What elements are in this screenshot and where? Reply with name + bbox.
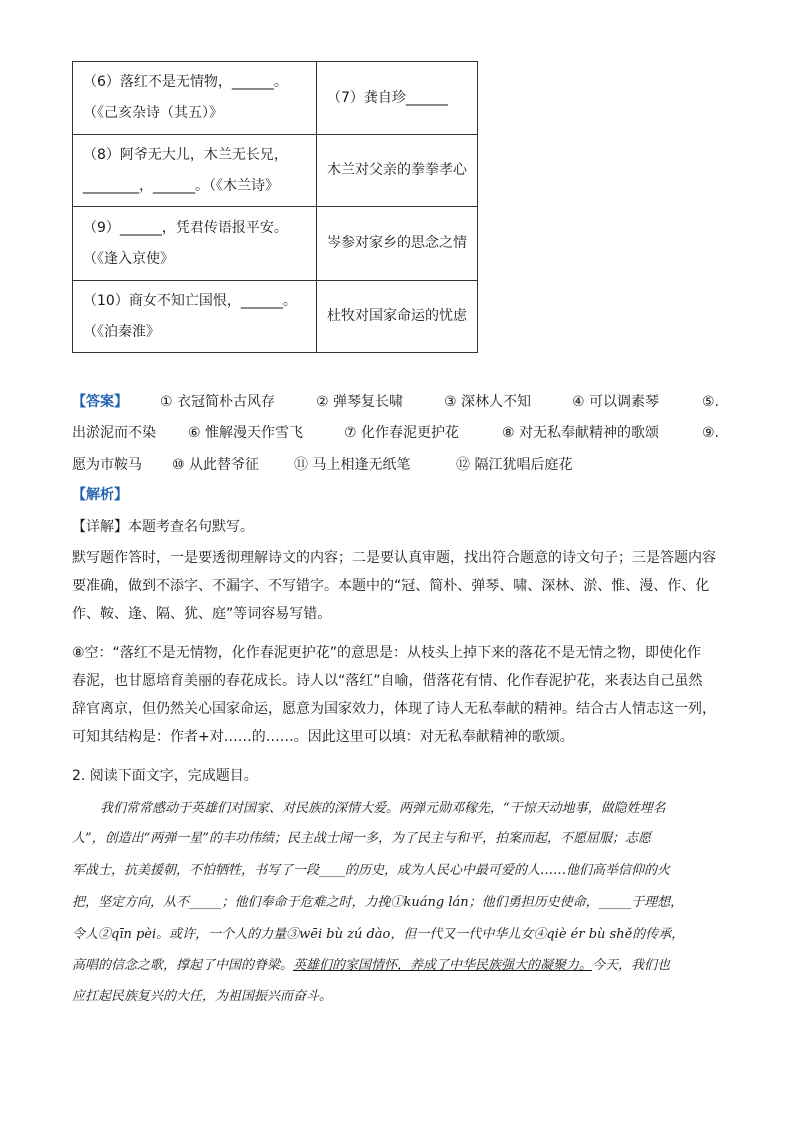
cell-text: 岑参对家乡的思念之情 [327,235,467,251]
answer-item: ⑧ 对无私奉献精神的歌颂 [502,425,660,441]
answer-item: ⑩ 从此替爷征 [172,457,260,473]
table-cell [73,62,317,135]
answer-item: ⑨. [702,425,720,441]
passage-line: 军战士，抗美援朝，不怕牺牲，书写了一段____的历史，成为人民心中最可爱的人……他们高举信仰的火 [72,863,671,878]
table-row [73,62,478,135]
cell-text: 木兰对父亲的拳拳孝心 [327,162,467,178]
table-cell [73,207,317,281]
answer-item: ⑥ 惟解漫天作雪飞 [188,425,304,441]
answer-item: ③ 深林人不知 [444,394,532,410]
passage-segment: 今天，我们也 [592,958,671,973]
answer-item: 出淤泥而不染 [72,425,156,441]
cell-text: （9）______，凭君传语报平安。 [83,219,288,236]
answer-item: ⑫ 隔江犹唱后庭花 [456,457,573,473]
cell-text: 杜牧对国家命运的忧虑 [327,308,467,324]
cell-text: （《泊秦淮》 [83,323,160,340]
answer-line-1 [72,390,752,414]
cell-text: ________，______。（《木兰诗》 [83,177,279,194]
paragraph-line: 默写题作答时，一是要透彻理解诗文的内容；二是要认真审题，找出符合题意的诗文句子；三是答题内容 [72,550,716,566]
cell-text: （10）商女不知亡国恨，______。 [83,292,297,309]
cell-text: （7）龚自珍______ [327,89,448,106]
paragraph-line: 春泥，也甘愿培育美丽的春花成长。诗人以“落红”自喻，借落花有情、化作春泥护花，来表达自己虽然 [72,673,703,689]
analysis-detail: 【详解】本题考查名句默写。 [72,519,254,535]
table-row [73,207,478,281]
table-cell [73,281,317,353]
answer-item: ⑤. [702,394,720,410]
answer-item: ④ 可以调素琴 [572,394,660,410]
paragraph-line: 辞官离京，但仍然关心国家命运，愿意为国家效力，体现了诗人无私奉献的精神。结合古人情志这一列， [72,701,716,717]
question-2-title: 2. 阅读下面文字，完成题目。 [72,768,258,784]
paragraph-line: ⑧空：“落红不是无情物，化作春泥更护花”的意思是：从枝头上掉下来的落花不是无情之物，即使化作 [72,645,702,661]
answer-item: ① 衣冠简朴古风存 [160,394,276,410]
passage-line: 令人②qīn pèi。或许，一个人的力量③wēi bù zú dào，但一代又一代中华儿女④qiè ér bù shě的传承， [72,927,685,942]
passage-line: 我们常常感动于英雄们对国家、对民族的深情大爱。两弹元勋邓稼先，“干惊天动地事，做隐姓埋名 [100,801,666,816]
cell-text: （《逢入京使》 [83,250,174,267]
cell-text: （6）落红不是无情物，______。 [83,74,288,90]
answer-item: ⑪ 马上相逢无纸笔 [294,457,411,473]
cell-text: （8）阿爷无大儿，木兰无长兄， [83,146,288,163]
answer-line-3 [72,453,752,477]
table-cell [317,62,478,135]
analysis-paragraph-2 [72,639,752,751]
answer-item: ⑦ 化作春泥更护花 [344,425,460,441]
poem-table [72,61,478,353]
table-row [73,135,478,207]
passage-line: 把，坚定方向，从不_____；他们奉命于危难之时，力挽①kuáng lán；他们勇担历史使命，_____于理想， [72,895,684,910]
answer-item: ② 弹琴复长啸 [316,394,404,410]
paragraph-line: 可知其结构是：作者+对……的……。因此这里可以填：对无私奉献精神的歌颂。 [72,729,574,745]
table-cell [317,207,478,281]
answer-tag: 【答案】 [72,394,128,410]
cell-text: （《己亥杂诗（其五）》 [83,105,223,121]
passage-segment: 高唱的信念之歌，撑起了中国的脊梁。 [72,958,294,973]
passage-line-6 [72,951,732,981]
analysis-paragraph-1 [72,544,752,628]
answer-item: 愿为市鞍马 [72,457,142,473]
table-row [73,281,478,353]
passage-line: 应扛起民族复兴的大任，为祖国振兴而奋斗。 [72,989,333,1004]
passage-line: 人”，创造出“两弹一星”的丰功伟绩；民主战士闻一多，为了民主与和平，拍案而起，不愿屈服；志愿 [72,831,651,846]
table-cell [317,135,478,207]
table-cell [73,135,317,207]
paragraph-line: 要准确，做到不添字、不漏字、不写错字。本题中的“冠、简朴、弹琴、啸、深林、淤、惟、漫、作、化 [72,578,710,594]
table-cell [317,281,478,353]
underlined-sentence: 英雄们的家国情怀，养成了中华民族强大的凝聚力。 [293,958,593,973]
analysis-tag: 【解析】 [72,487,128,503]
answer-line-2 [72,421,752,445]
paragraph-line: 作、鞍、逢、隔、犹、庭”等词容易写错。 [72,606,332,622]
